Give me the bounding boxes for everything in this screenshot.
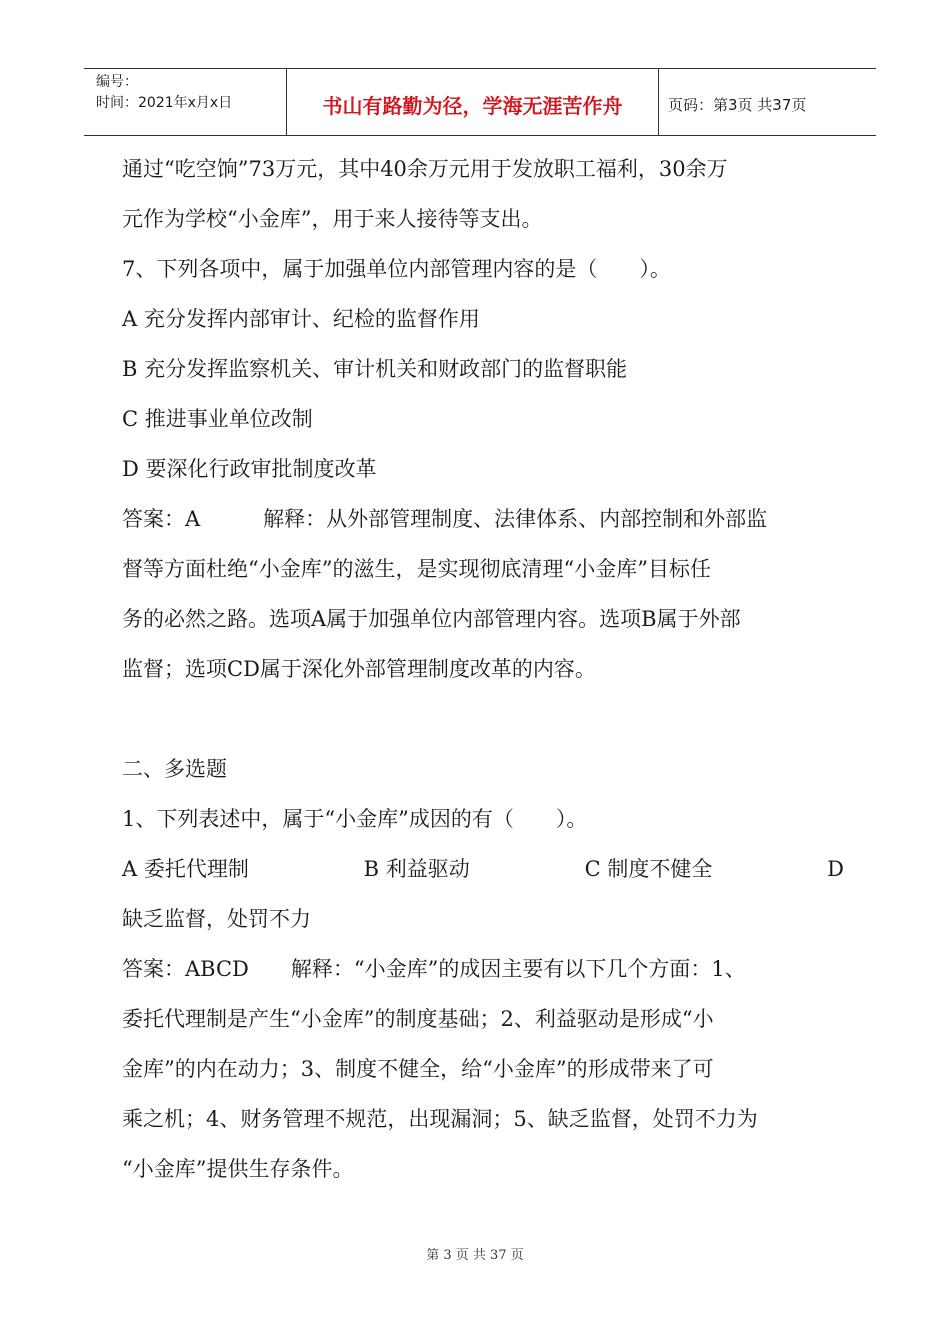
mq1-answer-line-1: 答案：ABCD 解释：“小金库”的成因主要有以下几个方面：1、	[122, 957, 746, 981]
section-spacer	[122, 694, 844, 744]
mq1-answer-line-2: 委托代理制是产生“小金库”的制度基础；2、利益驱动是形成“小	[122, 1007, 714, 1031]
header-meta	[84, 69, 287, 135]
q7-option-a: A 充分发挥内部审计、纪检的监督作用	[122, 307, 480, 331]
q7-option-d: D 要深化行政审批制度改革	[122, 457, 377, 481]
q7-question: 7、下列各项中，属于加强单位内部管理内容的是（ ）。	[122, 257, 671, 281]
time-label: 时间：2021年x月x日	[96, 95, 233, 111]
mq1-option-c: C 制度不健全	[584, 857, 713, 881]
mq1-answer-line-4: 乘之机；4、财务管理不规范，出现漏洞；5、缺乏监督，处罚不力为	[122, 1107, 758, 1131]
q7-answer-line-1: 答案：A 解释：从外部管理制度、法律体系、内部控制和外部监	[122, 507, 768, 531]
intro-line-1: 通过“吃空饷”73万元，其中40余万元用于发放职工福利，30余万	[122, 157, 728, 181]
mq1-options-row	[122, 844, 844, 894]
header-page-info: 页码：第3页 共37页	[668, 95, 807, 114]
q7-option-b: B 充分发挥监察机关、审计机关和财政部门的监督职能	[122, 357, 628, 381]
q7-answer-line-4: 监督；选项CD属于深化外部管理制度改革的内容。	[122, 657, 596, 681]
q7-option-c: C 推进事业单位改制	[122, 407, 313, 431]
q7-answer-line-3: 务的必然之路。选项A属于加强单位内部管理内容。选项B属于外部	[122, 607, 741, 631]
mq1-option-b: B 利益驱动	[363, 857, 470, 881]
mq1-answer-line-3: 金库”的内在动力；3、制度不健全，给“小金库”的形成带来了可	[122, 1057, 714, 1081]
mq1-option-d-text: 缺乏监督，处罚不力	[122, 907, 311, 931]
header-motto: 书山有路勤为径，学海无涯苦作舟	[287, 69, 659, 135]
page-header	[84, 68, 876, 136]
mq1-option-a: A 委托代理制	[122, 857, 249, 881]
intro-line-2: 元作为学校“小金库”，用于来人接待等支出。	[122, 207, 543, 231]
document-body	[122, 144, 844, 1194]
mq1-answer-line-5: “小金库”提供生存条件。	[122, 1157, 354, 1181]
number-label: 编号：	[96, 74, 138, 90]
mq1-option-d-letter: D	[827, 857, 844, 881]
q7-answer-line-2: 督等方面杜绝“小金库”的滋生，是实现彻底清理“小金库”目标任	[122, 557, 711, 581]
section2-title: 二、多选题	[122, 757, 227, 781]
mq1-question: 1、下列表述中，属于“小金库”成因的有（ ）。	[122, 807, 588, 831]
page-footer: 第 3 页 共 37 页	[426, 1248, 524, 1263]
